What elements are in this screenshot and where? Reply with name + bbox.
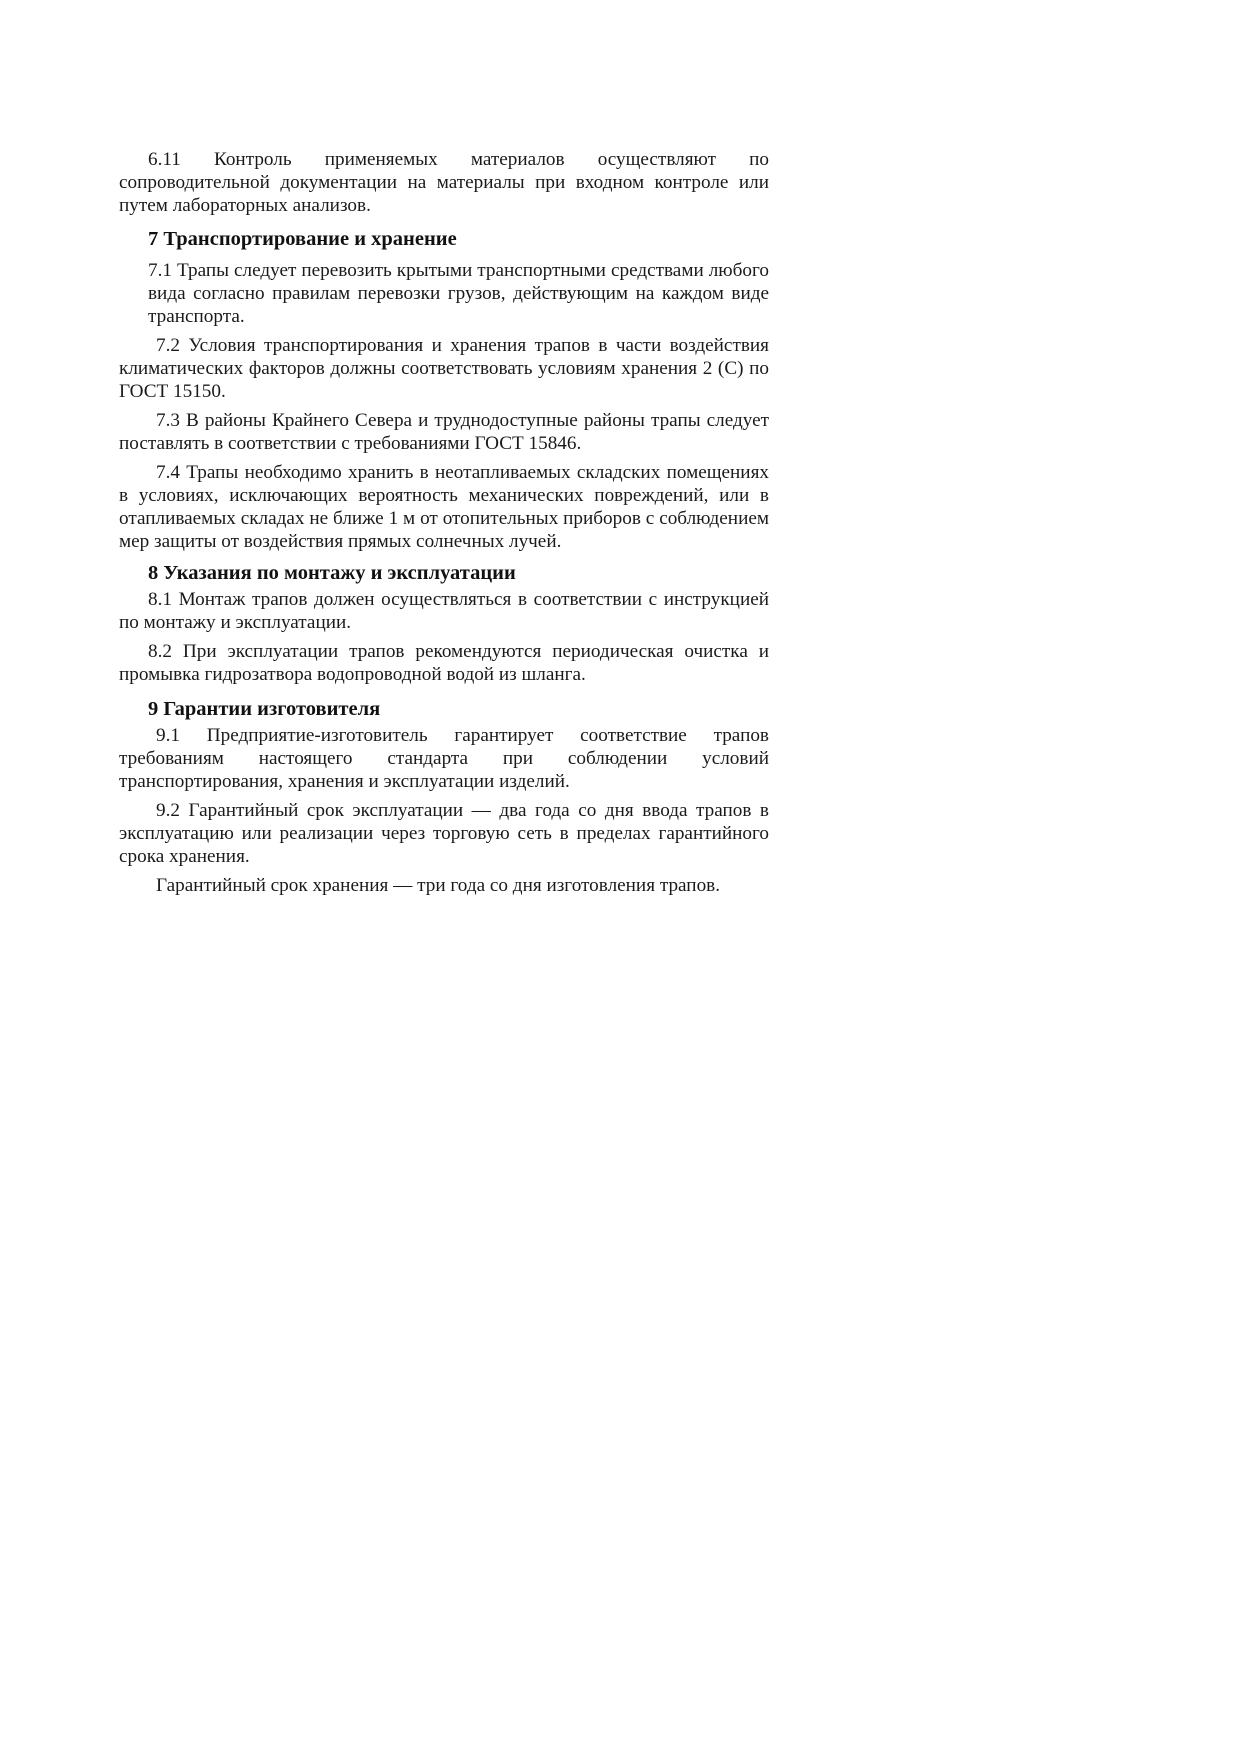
section-7-heading: 7 Транспортирование и хранение — [148, 228, 457, 250]
section-9-heading: 9 Гарантии изготовителя — [148, 698, 381, 720]
paragraph-8-2: 8.2 При эксплуатации трапов рекомендуются периодическая очистка и промывка гидрозатвора водопроводной водой из шланга. — [119, 641, 769, 685]
paragraph-8-1: 8.1 Монтаж трапов должен осуществляться в соответствии с инструкцией по монтажу и эксплуатации. — [119, 589, 769, 633]
paragraph-7-3: 7.3 В районы Крайнего Севера и труднодоступные районы трапы следует поставлять в соответствии с требованиями ГОСТ 15846. — [119, 410, 769, 454]
paragraph-7-2: 7.2 Условия транспортирования и хранения трапов в части воздействия климатических факторов должны соответствовать условиям хранения 2 (С) по ГОСТ 15150. — [119, 335, 769, 402]
document-body — [119, 148, 769, 903]
paragraph-7-4: 7.4 Трапы необходимо хранить в неотапливаемых складских помещениях в условиях, исключающих вероятность механических повреждений, или в отапливаемых складах не ближе 1 м от отопительных приборов с соблюдением мер защиты от воздействия прямых солнечных лучей. — [119, 462, 769, 552]
paragraph-9-2: 9.2 Гарантийный срок эксплуатации — два года со дня ввода трапов в эксплуатацию или реализации через торговую сеть в пределах гарантийного срока хранения. — [119, 800, 769, 867]
paragraph-7-1: 7.1 Трапы следует перевозить крытыми транспортными средствами любого вида согласно правилам перевозки грузов, действующим на каждом виде транспорта. — [148, 260, 769, 327]
section-8-heading: 8 Указания по монтажу и эксплуатации — [148, 562, 516, 584]
paragraph-9-2-storage: Гарантийный срок хранения — три года со дня изготовления трапов. — [156, 875, 721, 896]
paragraph-6-11: 6.11 Контроль применяемых материалов осуществляют по сопроводительной документации на материалы при входном контроле или путем лабораторных анализов. — [119, 149, 769, 216]
paragraph-9-1: 9.1 Предприятие-изготовитель гарантирует соответствие трапов требованиям настоящего стандарта при соблюдении условий транспортирования, хранения и эксплуатации изделий. — [119, 725, 769, 792]
